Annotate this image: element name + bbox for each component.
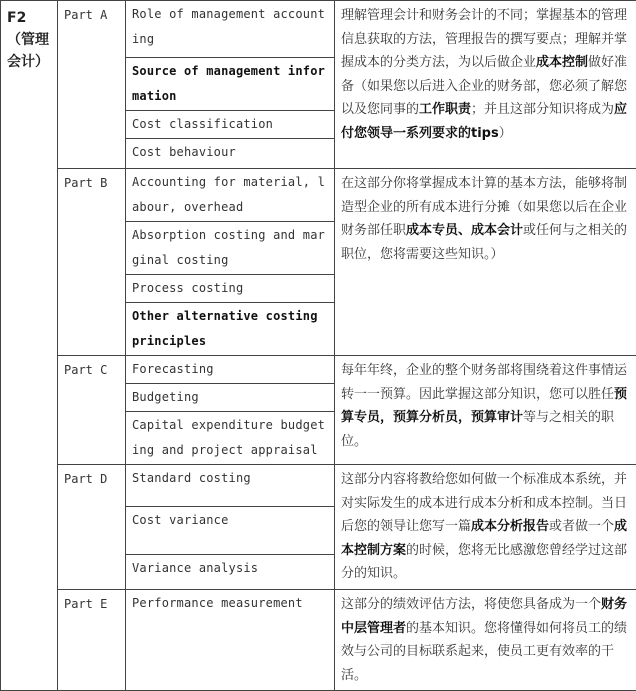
topic-cell: Forecasting [126, 356, 335, 384]
description-text: 或任何与之相关的职位，您将需要这些知识。） [341, 223, 627, 262]
description-text: ） [499, 126, 512, 141]
part-description [335, 356, 636, 465]
description-highlight: 成本控制方案 [341, 519, 627, 558]
description-text: 的时候，您将无比感激您曾经学过这部分的知识。 [341, 543, 627, 582]
table-row [1, 356, 636, 384]
topic-cell: Cost variance [126, 507, 335, 555]
description-text: 这部分的绩效评估方法，将使您具备成为一个 [341, 597, 601, 612]
part-label: Part C [58, 356, 126, 465]
part-label: Part B [58, 169, 126, 356]
description-highlight: 成本分析报告 [471, 519, 549, 534]
part-label: Part E [58, 590, 126, 691]
topic-cell: Cost behaviour [126, 139, 335, 169]
table-row [1, 465, 636, 507]
description-text: 每年年终，企业的整个财务部将围绕着这件事情运转一一预算。因此掌握这部分知识，您可以胜任 [341, 363, 627, 402]
description-highlight: 预算专员，预算分析员，预算审计 [341, 387, 627, 426]
description-highlight: 工作职责 [419, 102, 471, 117]
description-text: 在这部分你将掌握成本计算的基本方法，能够将制造型企业的所有成本进行分摊（如果您以后在企业财务部任职 [341, 176, 627, 238]
topic-cell: Accounting for material, labour, overhead [126, 169, 335, 222]
subject-cell [1, 1, 58, 691]
topic-cell: Other alternative costing principles [126, 303, 335, 356]
topic-cell: Budgeting [126, 384, 335, 412]
table-row [1, 1, 636, 58]
topic-cell: Performance measurement [126, 590, 335, 691]
topic-cell: Standard costing [126, 465, 335, 507]
topic-cell: Capital expenditure budgeting and project appraisal [126, 412, 335, 465]
description-text: ；并且这部分知识将成为 [471, 102, 614, 117]
topic-cell: Source of management information [126, 58, 335, 111]
description-text: 做好准备（如果您以后进入企业的财务部，您必须了解您以及您同事的 [341, 55, 627, 117]
description-text: 这部分内容将教给您如何做一个标准成本系统，并对实际发生的成本进行成本分析和成本控制。当日后您的领导让您写一篇 [341, 472, 627, 534]
topic-cell: Variance analysis [126, 555, 335, 590]
syllabus-table-body [1, 1, 636, 691]
subject-name: （管理会计） [7, 29, 51, 73]
part-description [335, 590, 636, 691]
table-row [1, 590, 636, 691]
description-text: 或者做一个 [549, 519, 614, 534]
description-highlight: 成本专员、成本会计 [406, 223, 523, 238]
description-text: 理解管理会计和财务会计的不同；掌握基本的管理信息获取的方法，管理报告的撰写要点；理解并掌握成本的分类方法，为以后做企业 [341, 8, 627, 70]
topic-cell: Absorption costing and marginal costing [126, 222, 335, 275]
description-text: 的基本知识。您将懂得如何将员工的绩效与公司的目标联系起来，使员工更有效率的干活。 [341, 621, 627, 683]
part-description [335, 1, 636, 169]
table-row [1, 169, 636, 222]
subject-code: F2 [7, 7, 51, 29]
description-highlight: 应付您领导一系列要求的tips [341, 102, 627, 141]
part-description [335, 465, 636, 590]
topic-cell: Process costing [126, 275, 335, 303]
description-highlight: 成本控制 [536, 55, 588, 70]
description-text: 等与之相关的职位。 [341, 410, 614, 449]
part-label: Part D [58, 465, 126, 590]
topic-cell: Role of management accounting [126, 1, 335, 58]
part-label: Part A [58, 1, 126, 169]
part-description [335, 169, 636, 356]
topic-cell: Cost classification [126, 111, 335, 139]
description-highlight: 财务中层管理者 [341, 597, 627, 636]
